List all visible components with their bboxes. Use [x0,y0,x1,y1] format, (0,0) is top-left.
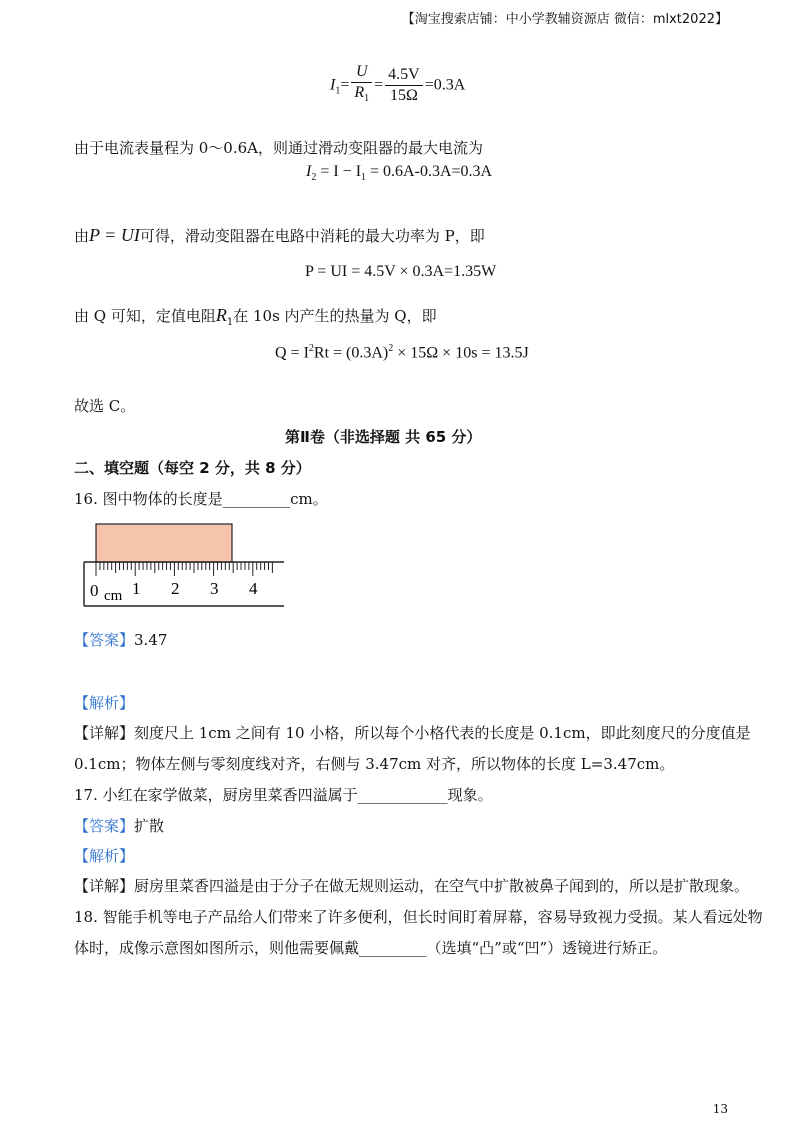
answer-value: 3.47 [134,631,168,649]
ruler-label-2: 2 [171,579,180,598]
ruler-label-0: 0 [90,581,99,600]
detail-16-line-1: 【详解】刻度尺上 1cm 之间有 10 小格，所以每个小格代表的长度是 0.1cm，即此刻度尺的分度值是 [74,724,751,742]
eq-subscript: 2 [311,172,317,184]
eq-part: = I − I [316,163,362,180]
part-title: 二、填空题（每空 2 分，共 8 分） [74,459,311,477]
fraction-denominator: 15Ω [390,87,418,105]
inline-formula: R [215,305,227,325]
text-part: 由 [74,227,90,245]
eq-result: =0.3A [424,76,466,94]
analysis-tag-16: 【解析】 [74,694,135,712]
fraction-denominator [351,83,372,109]
eq-symbol: I [306,163,312,180]
fraction-u-over-r [351,62,372,109]
equation-current-1 [330,62,465,109]
page-header: 【淘宝搜索店铺：中小学教辅资源店 微信：mlxt2022】 [401,12,728,27]
eq-superscript: 2 [388,343,394,354]
text-part: 由 Q 可知，定值电阻 [74,307,216,325]
answer-tag: 【答案】 [74,631,135,649]
question-17: 17. 小红在家学做菜，厨房里菜香四溢属于____________现象。 [74,786,493,804]
eq-part: = 0.6A-0.3A=0.3A [366,163,493,180]
ruler-ticks [96,562,272,576]
equation-heat [275,343,529,362]
eq-subscript: 1 [364,93,370,105]
eq-subscript: 1 [361,172,367,184]
inline-formula: P = UI [89,225,140,245]
equation-current-2 [306,163,492,183]
fraction-values [385,65,423,106]
eq-subscript: 1 [226,317,234,328]
fraction-numerator: 4.5V [385,65,423,86]
ruler-label-4: 4 [249,579,258,598]
answer-tag: 【答案】 [74,817,135,835]
text-line-1: 由于电流表量程为 0～0.6A，则通过滑动变阻器的最大电流为 [74,139,484,157]
answer-value: 扩散 [134,817,165,835]
page-number: 13 [712,1102,728,1116]
text-part: 可得，滑动变阻器在电路中消耗的最大功率为 P，即 [139,227,485,245]
question-18-line-2: 体时，成像示意图如图所示，则他需要佩戴_________（选填“凸”或“凹”）透镜进行矫正。 [74,939,668,957]
text-line-3 [74,305,437,328]
analysis-tag-17: 【解析】 [74,847,135,865]
eq-symbol: R [354,84,365,101]
answer-16 [74,629,167,650]
eq-symbol: I [330,76,336,94]
ruler-label-3: 3 [210,579,219,598]
eq-superscript: 2 [308,343,314,354]
answer-17 [74,815,164,836]
question-18-line-1: 18. 智能手机等电子产品给人们带来了许多便利，但长时间盯着屏幕，容易导致视力受损。某人看远处物 [74,908,763,926]
eq-sign: = [340,76,350,94]
section-title: 第Ⅱ卷（非选择题 共 65 分） [285,428,482,446]
detail-17: 【详解】厨房里菜香四溢是由于分子在做无规则运动，在空气中扩散被鼻子闻到的，所以是扩散现象。 [74,877,750,895]
measured-object [96,524,232,562]
equation-power: P = UI = 4.5V × 0.3A=1.35W [305,263,497,280]
ruler-figure [80,518,290,610]
eq-sign: = [374,76,384,94]
ruler-unit: cm [104,588,123,604]
ruler-label-1: 1 [132,579,141,598]
eq-subscript: 1 [335,85,341,97]
text-line-4: 故选 C。 [74,397,136,415]
question-16: 16. 图中物体的长度是_________cm。 [74,490,328,508]
eq-part: Rt = (0.3A) [313,344,389,362]
text-part: 在 10s 内产生的热量为 Q，即 [233,307,437,325]
eq-part: × 15Ω × 10s = 13.5J [393,344,529,362]
fraction-numerator: U [351,62,372,83]
detail-16-line-2: 0.1cm；物体左侧与零刻度线对齐，右侧与 3.47cm 对齐，所以物体的长度 L=3.47cm。 [74,755,675,773]
eq-part: Q = I [275,344,309,362]
text-line-2 [74,225,485,246]
